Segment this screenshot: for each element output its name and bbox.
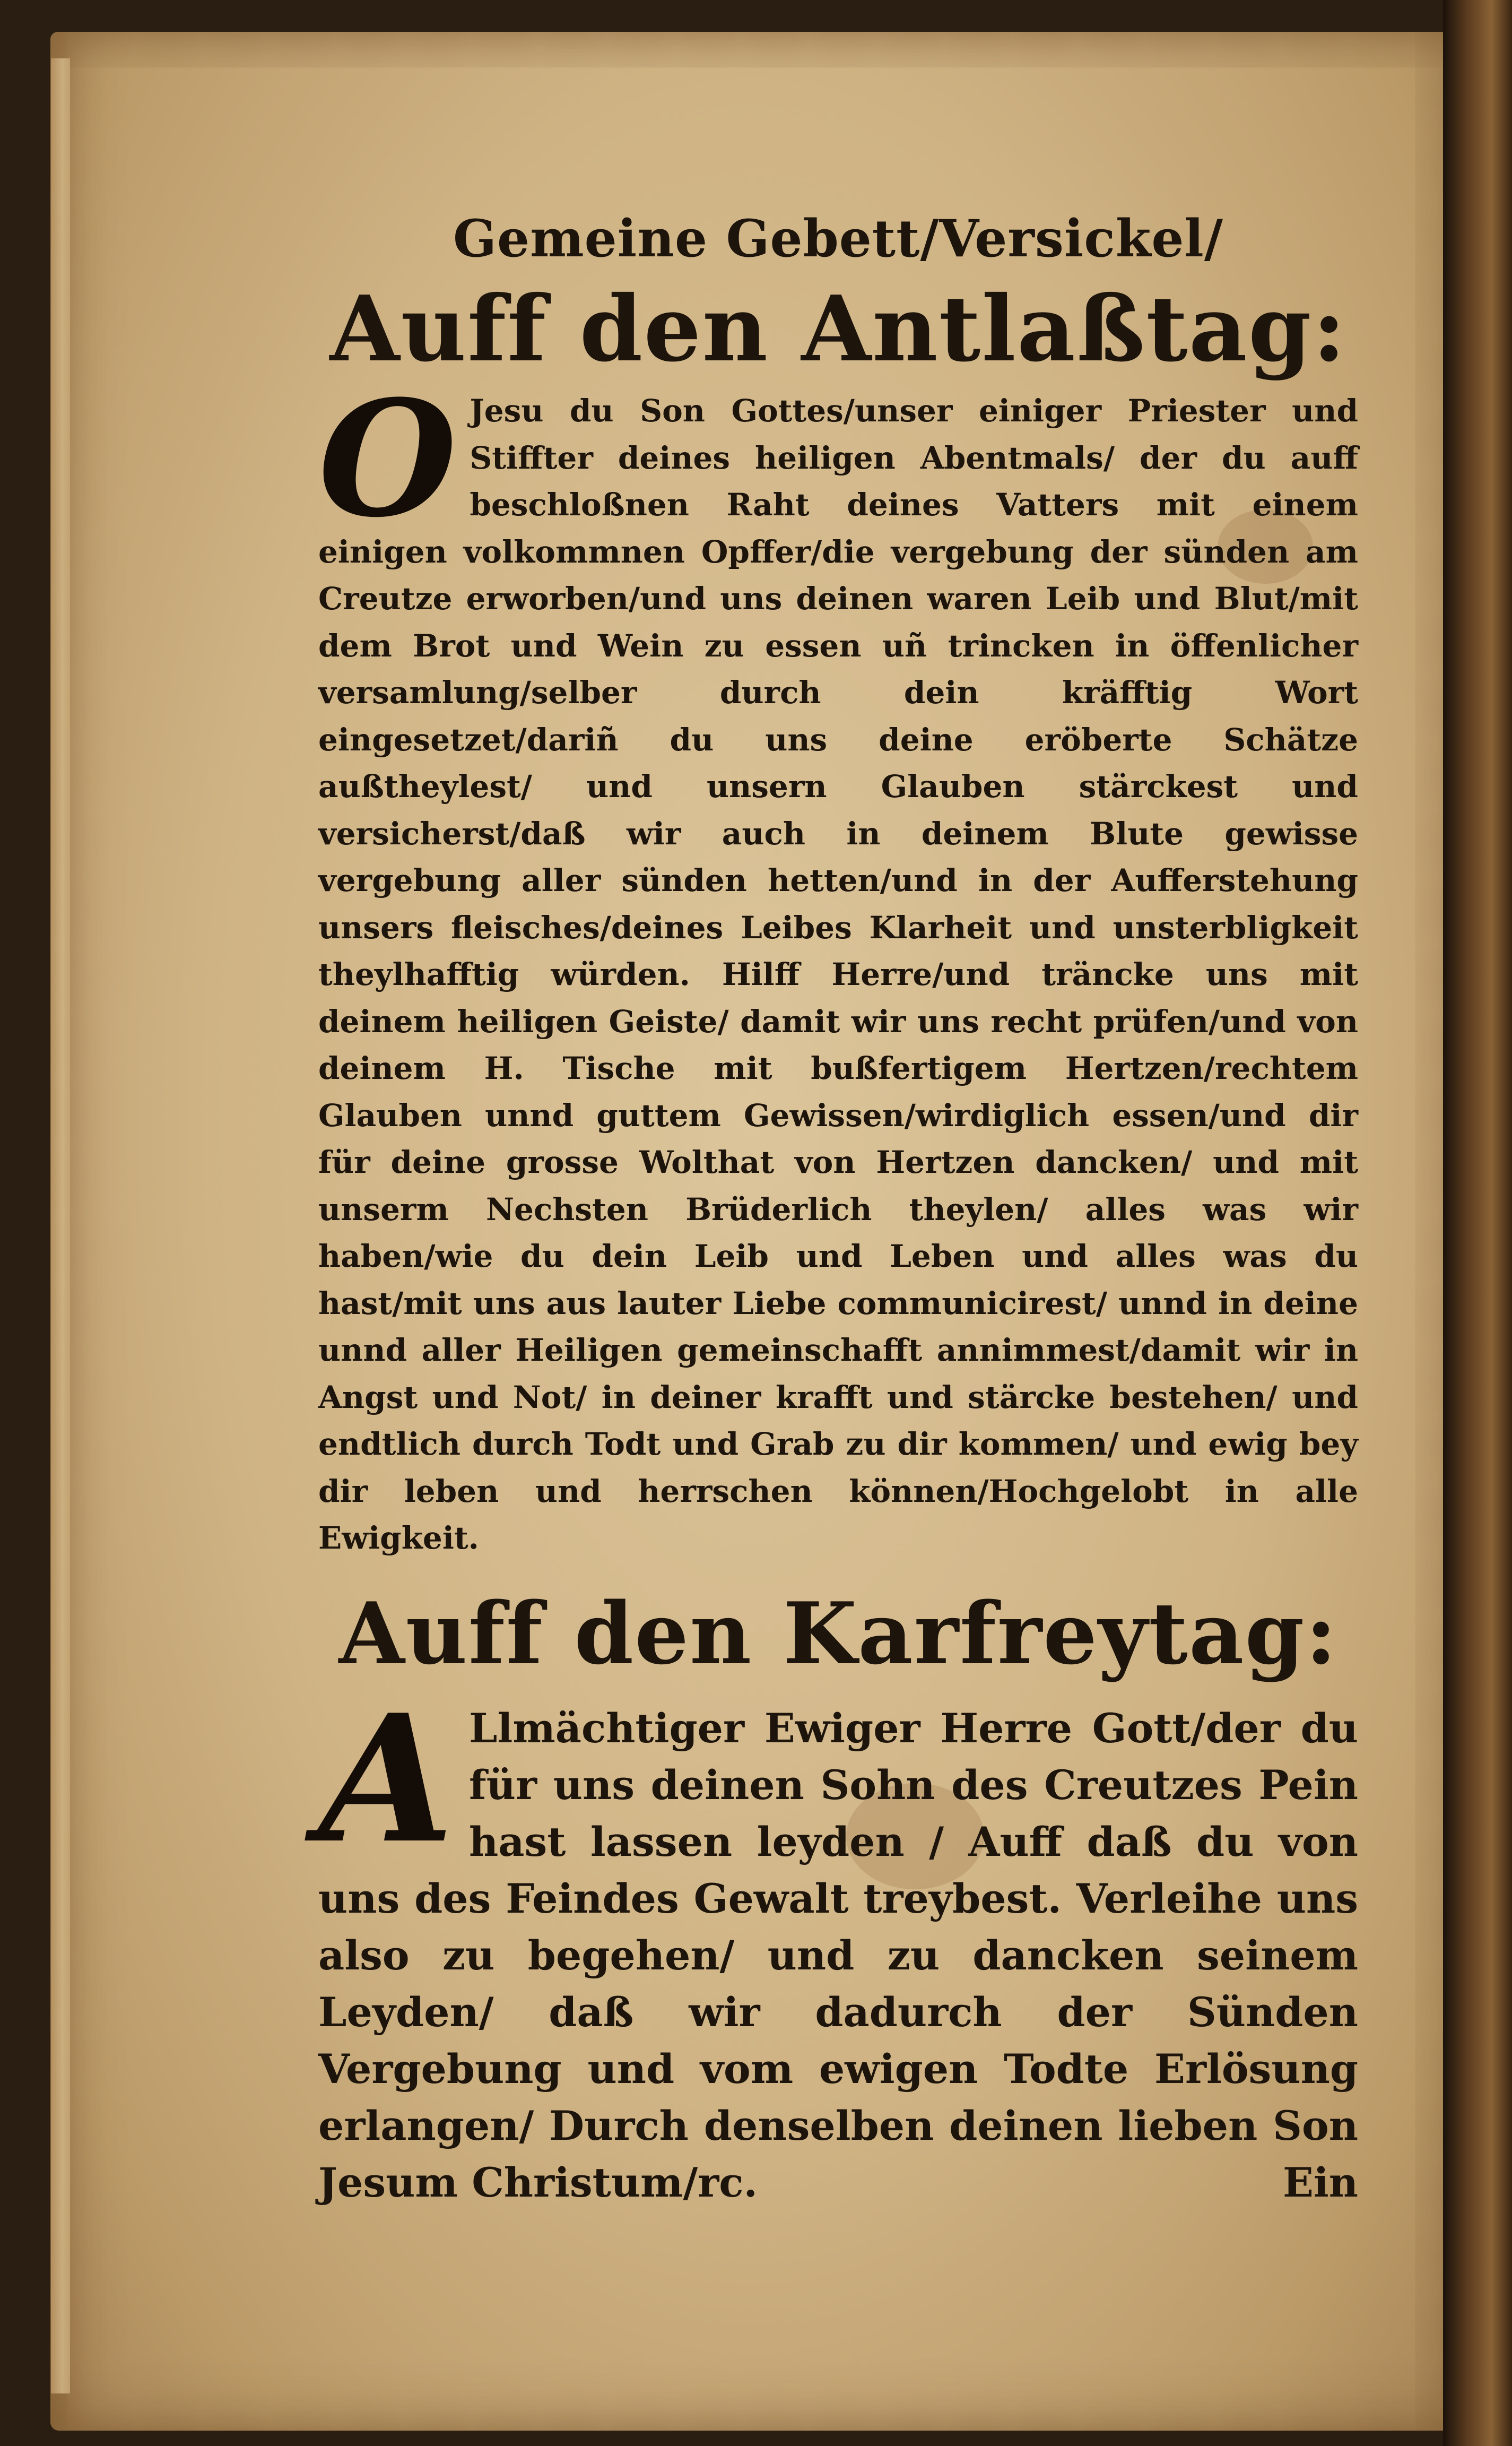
page-text-block — [318, 207, 1358, 2211]
section-subtitle: Gemeine Gebett/Versickel/ — [453, 209, 1223, 269]
prayer-text: Llmächtiger Ewiger Herre Gott/der du für uns deinen Sohn des Creutzes Pein hast lassen leyden / Auff daß du von uns des Feindes Gewalt treybest. Verleihe uns also zu begehen/ und zu dancken seinem Leyden/ daß wir dadurch der Sünden Vergebung und vom ewigen Todte Erlösung erlangen/ Durch denselben deinen lieben Son Jesum Christum/rc. — [318, 1704, 1358, 2206]
section-title-2: Auff den Karfreytag: — [338, 1583, 1338, 1683]
section-title: Auff den Antlaßtag: — [329, 276, 1347, 382]
prayer-paragraph-1 — [318, 365, 1358, 1562]
catchword: Ein — [1282, 2158, 1358, 2206]
prayer-text: Jesu du Son Gottes/unser einiger Priester und Stiffter deines heiligen Abentmals/ der du auff beschloßnen Raht deines Vatters mit einem einigen volkommnen Opffer/die vergebung der sünden am Creutze erworben/und uns deinen waren Leib und Blut/mit dem Brot und Wein zu essen uñ trincken in öffenlicher versamlung/selber durch dein kräfftig Wort eingesetzet/dariñ du uns deine eröberte Schätze außtheylest/ und unsern Glauben stärckest und versicherst/daß wir auch in deinem Blute gewisse vergebung aller sünden hetten/und in der Aufferstehung unsers fleisches/deines Leibes Klarheit und unsterbligkeit theylhafftig würden. Hilff Herre/und träncke uns mit deinem heiligen Geiste/ damit wir uns recht prüfen/und von deinem H. Tische mit bußfertigem Hertzen/rechtem Glauben unnd guttem Gewissen/wirdiglich essen/und dir für deine grosse Wolthat von Hertzen dancken/ und mit unserm Nechsten Brüderlich theylen/ alles was wir haben/wie du dein Leib und Leben und alles was du hast/mit uns aus lauter Liebe communicirest/ unnd in deine unnd aller Heiligen gemeinschafft annimmest/damit wir in Angst und Not/ in deiner krafft und stärcke bestehen/ und endtlich durch Todt und Grab zu dir kommen/ und ewig bey dir leben und herrschen können/Hochgelobt in alle Ewigkeit. — [318, 393, 1358, 1556]
binding-gutter — [1443, 0, 1512, 2446]
page-fore-edge — [51, 58, 70, 2393]
drop-cap-initial: O — [318, 365, 457, 552]
drop-cap-initial: A — [318, 1675, 455, 1882]
prayer-paragraph-2 — [318, 1675, 1358, 2211]
